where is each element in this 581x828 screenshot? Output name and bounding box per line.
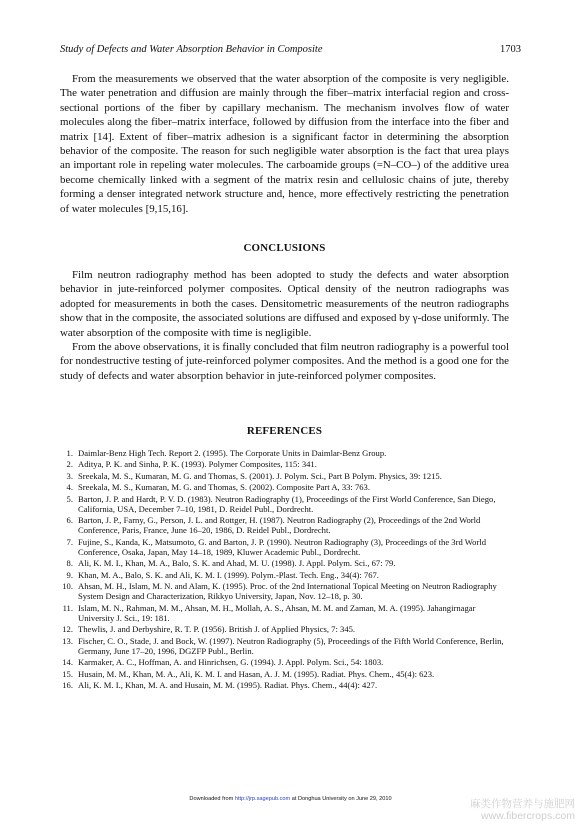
reference-number: 16. [62, 680, 73, 691]
watermark-line-1: 麻类作物营养与施肥网 [470, 798, 575, 810]
reference-text: Barton, J. P., Farny, G., Person, J. L. and Rottger, H. (1987). Neutron Radiography (2), Proceedings of the 2nd World Conference, Paris, France, June 16–20, 1986, D. Reidel Publ., Dordrecht. [78, 515, 481, 536]
reference-item [60, 581, 509, 601]
reference-item [60, 570, 509, 580]
paragraph-water-absorption: From the measurements we observed that the water absorption of the composite is very negligible. The water penetration and diffusion are mainly through the fiber–matrix interfacial region and cross-sectional portions of the fiber by capillary mechanism. The mechanism involves flow of water molecules along the fiber–matrix interface, followed by diffusion from the interface into the fiber and matrix [14]. Extent of fiber–matrix adhesion is a significant factor in determining the absorption behavior of the composite. The reason for such negligible water absorption is the fact that urea plays an important role in repeling water molecules. The carboamide groups (=N–CO–) of the additive urea become chemically linked with a segment of the matrix resin and cellulosic chains of jute, thereby forming a denser integrated network structure and, hence, more effectively restricting the penetration of water molecules [9,15,16]. [60, 73, 509, 215]
reference-text: Fujine, S., Kanda, K., Matsumoto, G. and Barton, J. P. (1990). Neutron Radiography (3), Proceedings of the 3rd World Conference, Osaka, Japan, May 14–18, 1989, Kluwer Academic Publ., Dordrecht. [78, 536, 487, 557]
reference-text: Karmaker, A. C., Hoffman, A. and Hinrichsen, G. (1994). J. Appl. Polym. Sci., 54: 1803. [78, 657, 384, 668]
footer-suffix: at Donghua University on June 29, 2010 [290, 796, 392, 802]
reference-item [60, 515, 509, 535]
reference-number: 15. [62, 668, 73, 679]
reference-number: 8. [66, 558, 73, 569]
reference-number: 13. [62, 635, 73, 646]
reference-item [60, 448, 509, 458]
conclusions-heading: CONCLUSIONS [243, 242, 326, 254]
reference-text: Islam, M. N., Rahman, M. M., Ahsan, M. H., Mollah, A. S., Ahsan, M. M. and Zaman, M. A. (1995). Jahangirnagar University J. Sci., 19: 181. [78, 602, 476, 623]
reference-number: 9. [66, 569, 73, 580]
reference-text: Barton, J. P. and Hardt, P. V. D. (1983). Neutron Radiography (1), Proceedings of the First World Conference, San Diego, California, USA, December 7–10, 1981, D. Reidel Publ., Dordrecht. [78, 493, 496, 514]
running-title: Study of Defects and Water Absorption Behavior in Composite [60, 44, 323, 55]
footer-prefix: Downloaded from [189, 796, 235, 802]
reference-item [60, 657, 509, 667]
references-heading: REFERENCES [246, 425, 323, 437]
page-number: 1703 [500, 44, 521, 55]
reference-text: Sreekala, M. S., Kumaran, M. G. and Thomas, S. (2002). Composite Part A, 33: 763. [78, 482, 371, 493]
reference-number: 7. [66, 536, 73, 547]
reference-number: 12. [62, 624, 73, 635]
running-header [60, 44, 521, 55]
watermark [470, 798, 575, 822]
reference-number: 5. [66, 493, 73, 504]
conclusions-text [60, 268, 509, 383]
reference-item [60, 558, 509, 568]
reference-number: 11. [62, 602, 73, 613]
reference-number: 1. [66, 448, 73, 458]
reference-number: 3. [66, 470, 73, 481]
reference-text: Fischer, C. O., Stade, J. and Bock, W. (1997). Neutron Radiography (5), Proceedings of the Fifth World Conference, Berlin, Germany, June 17–20, 1996, DGZFP Publ., Berlin. [78, 635, 504, 656]
reference-item [60, 459, 509, 469]
reference-text: Aditya, P. K. and Sinha, P. K. (1993). Polymer Composites, 115: 341. [78, 459, 317, 470]
reference-item [60, 471, 509, 481]
reference-item [60, 669, 509, 679]
reference-number: 2. [66, 459, 73, 470]
reference-text: Khan, M. A., Balo, S. K. and Ali, K. M. I. (1999). Polym.-Plast. Tech. Eng., 34(4): 767. [78, 569, 379, 580]
reference-number: 10. [62, 581, 73, 592]
reference-item [60, 482, 509, 492]
reference-text: Ahsan, M. H., Islam, M. N. and Alam, K. (1995). Proc. of the 2nd International Topical Meeting on Neutron Radiography System Design and Characterization, Rikkyo University, Japan, Nov. 12–18, p. 30. [78, 581, 497, 602]
reference-item [60, 636, 509, 656]
reference-item [60, 603, 509, 623]
reference-item [60, 494, 509, 514]
references-list [60, 448, 509, 691]
watermark-line-2: www.fibercrops.com [481, 810, 575, 822]
reference-text: Ali, K. M. I., Khan, M. A. and Husain, M. M. (1995). Radiat. Phys. Chem., 44(4): 427. [78, 680, 378, 691]
reference-item [60, 537, 509, 557]
reference-number: 6. [66, 515, 73, 526]
reference-item [60, 624, 509, 634]
reference-text: Sreekala, M. S., Kumaran, M. G. and Thomas, S. (2001). J. Polym. Sci., Part B Polym. Physics, 39: 1215. [78, 470, 442, 481]
reference-text: Ali, K. M. I., Khan, M. A., Balo, S. K. and Ahad, M. U. (1998). J. Appl. Polym. Sci., 67: 79. [78, 558, 396, 569]
footer-link[interactable]: http://jrp.sagepub.com [234, 796, 291, 802]
reference-text: Husain, M. M., Khan, M. A., Ali, K. M. I. and Hasan, A. J. M. (1995). Radiat. Phys. Chem., 45(4): 623. [78, 668, 435, 679]
reference-number: 4. [66, 482, 73, 493]
reference-text: Thewlis, J. and Derbyshire, R. T. P. (1956). British J. of Applied Physics, 7: 345. [78, 624, 356, 635]
conclusions-paragraph-2: From the above observations, it is finally concluded that film neutron radiography is a powerful tool for nondestructive testing of jute-reinforced polymer composites. And the method is a good one for the study of defects and water absorption behavior in jute-reinforced polymer composites. [60, 341, 509, 382]
reference-number: 14. [62, 657, 73, 668]
conclusions-paragraph-1: Film neutron radiography method has been adopted to study the defects and water absorption behavior in jute-reinforced polymer composites. Optical density of the neutron radiographs was adopted for measurements in both the cases. Densitometric measurements of the neutron radiographs show that in the composite, the associated solutions are diffused and exposed by γ-dose uniformly. The water absorption of the composite with time is negligible. [60, 269, 509, 339]
reference-text: Daimlar-Benz High Tech. Report 2. (1995). The Corporate Units in Daimlar-Benz Group. [78, 448, 387, 458]
body-text [60, 72, 509, 216]
reference-item [60, 680, 509, 690]
